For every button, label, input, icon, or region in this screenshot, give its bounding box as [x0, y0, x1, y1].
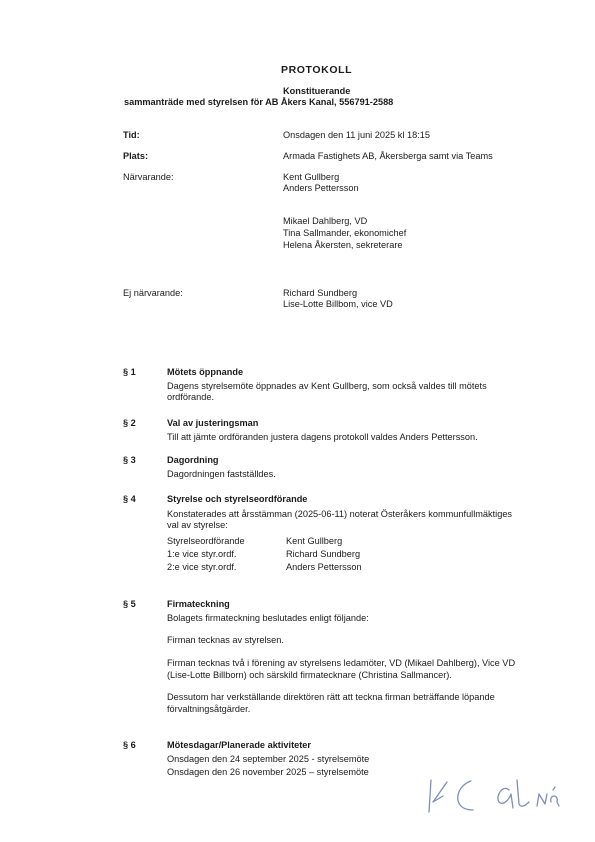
section-number: § 4 [123, 494, 136, 504]
signature-stroke [458, 781, 473, 810]
section-heading: Styrelse och styrelseordförande [167, 494, 308, 504]
board-member-name: Kent Gullberg [286, 536, 343, 546]
section-text: förvaltningsåtgärder. [167, 704, 251, 714]
present-member: Mikael Dahlberg, VD [283, 216, 368, 226]
section-text: val av styrelse: [167, 520, 228, 530]
place-label: Plats: [123, 151, 149, 161]
section-text: Konstaterades att årsstämman (2025-06-11) noterat Österåkers kommunfullmäktiges [167, 509, 513, 519]
present-member: Kent Gullberg [283, 172, 340, 182]
section-text: Dagens styrelsemöte öppnades av Kent Gullberg, som också valdes till mötets [167, 381, 487, 391]
section-number: § 6 [123, 740, 136, 750]
present-label: Närvarande: [123, 172, 174, 182]
absent-member: Richard Sundberg [283, 288, 358, 298]
section-text: ordförande. [167, 392, 214, 402]
board-role: 2:e vice styr.ordf. [167, 562, 237, 572]
board-role: 1:e vice styr.ordf. [167, 549, 237, 559]
section-text: Firman tecknas av styrelsen. [167, 635, 284, 645]
signature-initials-image [425, 772, 565, 822]
document-subtitle-line-2: sammanträde med styrelsen för AB Åkers Kanal, 556791-2588 [124, 97, 394, 107]
document-subtitle: Konstituerande [283, 86, 351, 96]
section-text: Dessutom har verkställande direktören rätt att teckna firman beträffande löpande [167, 692, 495, 702]
section-text: (Lise-Lotte Billborn) och särskild firmatecknare (Christina Sallmancer). [167, 670, 452, 680]
absent-label: Ej närvarande: [123, 288, 183, 298]
section-heading: Dagordning [167, 455, 219, 465]
present-member: Helena Åkersten, sekreterare [283, 240, 403, 250]
present-member: Anders Pettersson [283, 183, 359, 193]
section-text: Onsdagen den 26 november 2025 – styrelsemöte [167, 767, 369, 777]
present-member: Tina Sallmander, ekonomichef [283, 228, 407, 238]
document-title: PROTOKOLL [281, 64, 353, 76]
section-number: § 1 [123, 367, 136, 377]
signature-stroke [551, 796, 559, 806]
section-text: Firman tecknas två i förening av styrelsens ledamöter, VD (Mikael Dahlberg), Vice VD [167, 658, 516, 668]
section-text: Till att jämte ordföranden justera dagens protokoll valdes Anders Pettersson. [167, 432, 478, 442]
signature-stroke [517, 780, 529, 806]
absent-member: Lise-Lotte Billbom, vice VD [283, 299, 393, 309]
signature-stroke [553, 787, 555, 790]
signature-stroke [537, 794, 547, 806]
signature-stroke [498, 788, 513, 808]
section-text: Dagordningen fastställdes. [167, 469, 276, 479]
board-member-name: Anders Pettersson [286, 562, 362, 572]
section-number: § 5 [123, 599, 136, 609]
place-value: Armada Fastighets AB, Åkersberga samt via Teams [283, 151, 493, 161]
signature-stroke [429, 780, 431, 812]
section-text: Onsdagen den 24 september 2025 - styrelsemöte [167, 754, 370, 764]
section-text: Bolagets firmateckning beslutades enligt följande: [167, 613, 369, 623]
board-member-name: Richard Sundberg [286, 549, 361, 559]
signature-stroke [433, 782, 447, 802]
section-number: § 2 [123, 418, 136, 428]
section-heading: Mötets öppnande [167, 367, 244, 377]
time-label: Tid: [123, 130, 140, 140]
board-role: Styrelseordförande [167, 536, 245, 546]
section-heading: Mötesdagar/Planerade aktiviteter [167, 740, 311, 750]
section-heading: Firmateckning [167, 599, 230, 609]
section-number: § 3 [123, 455, 136, 465]
time-value: Onsdagen den 11 juni 2025 kl 18:15 [283, 130, 430, 140]
section-heading: Val av justeringsman [167, 418, 259, 428]
